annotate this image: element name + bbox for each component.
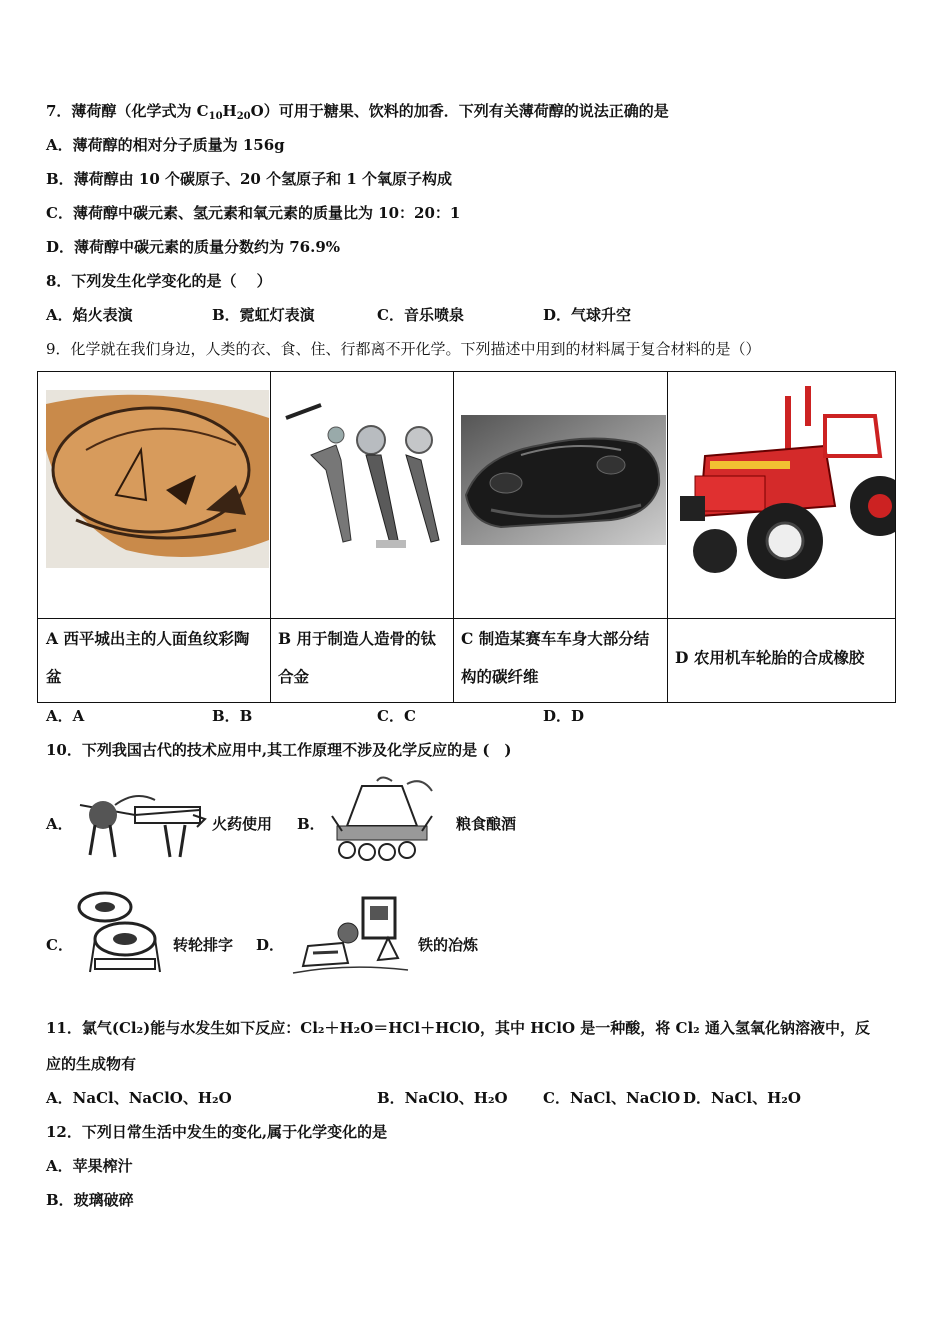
q10-stem: 10．下列我国古代的技术应用中,其工作原理不涉及化学反应的是 ( ) xyxy=(46,741,512,759)
q11-stem-line1: 11．氯气(Cl₂)能与水发生如下反应：Cl₂＋H₂O＝HCl＋HClO，其中 HClO 是一种酸，将 Cl₂ 通入氢氧化钠溶液中，反 xyxy=(46,1019,870,1037)
q12-option-b: B．玻璃破碎 xyxy=(46,1191,134,1209)
tractor-image xyxy=(675,376,895,586)
q11-option-d: D．NaCl、H₂O xyxy=(683,1089,801,1107)
q10-option-a-text: 火药使用 xyxy=(212,815,273,833)
q10-option-a-label: A． xyxy=(46,815,73,833)
q9-option-b: B．B xyxy=(212,707,253,725)
movable-type-image xyxy=(75,887,165,977)
q7-option-b: B．薄荷醇由 10 个碳原子、20 个氢原子和 1 个氧原子构成 xyxy=(46,170,452,188)
q11-option-c: C．NaCl、NaClO xyxy=(543,1089,681,1107)
q12-stem: 12．下列日常生活中发生的变化,属于化学变化的是 xyxy=(46,1123,388,1141)
q8-option-b: B．霓虹灯表演 xyxy=(212,306,315,324)
q10-option-c-label: C． xyxy=(46,936,73,954)
q7-option-a: A．薄荷醇的相对分子质量为 156g xyxy=(46,136,285,154)
iron-smelting-image xyxy=(288,888,413,978)
q8-option-d: D．气球升空 xyxy=(543,306,632,324)
q10-option-b-label: B． xyxy=(297,815,325,833)
q8-option-c: C．音乐喷泉 xyxy=(377,306,464,324)
q7-stem: 7．薄荷醇（化学式为 $C_{10}H_{20}O$）可用于糖果、饮料的加香．下列有关薄荷醇的说法正确的是 xyxy=(46,102,669,122)
q7-option-c: C．薄荷醇中碳元素、氢元素和氧元素的质量比为 10：20：1 xyxy=(46,204,461,222)
q10-option-c-text: 转轮排字 xyxy=(173,936,234,954)
q10-option-d-label: D． xyxy=(256,936,285,954)
q8-stem: 8．下列发生化学变化的是（ ） xyxy=(46,272,272,290)
q8-option-a: A．焰火表演 xyxy=(46,306,133,324)
q9-stem: 9．化学就在我们身边，人类的衣、食、住、行都离不开化学。下列描述中用到的材料属于复合材料的是（） xyxy=(46,340,761,358)
carbon-fiber-car-image xyxy=(461,415,666,545)
pottery-bowl-image xyxy=(46,390,269,568)
q9-option-d: D．D xyxy=(543,707,585,725)
q9-option-c: C．C xyxy=(377,707,416,725)
q11-stem-line2: 应的生成物有 xyxy=(46,1055,137,1073)
titanium-bone-image xyxy=(281,400,446,560)
q10-option-d-text: 铁的冶炼 xyxy=(418,936,479,954)
q9-caption-b: B 用于制造人造骨的钛合金 xyxy=(278,629,436,686)
q9-option-a: A．A xyxy=(46,707,85,725)
q7-option-d: D．薄荷醇中碳元素的质量分数约为 76.9% xyxy=(46,238,341,256)
q9-caption-d: D 农用机车轮胎的合成橡胶 xyxy=(675,648,865,667)
q10-option-b-text: 粮食酿酒 xyxy=(456,815,517,833)
q12-option-a: A．苹果榨汁 xyxy=(46,1157,133,1175)
q9-caption-a: A 西平城出主的人面鱼纹彩陶盆 xyxy=(46,629,250,686)
q9-caption-c: C 制造某赛车车身大部分结构的碳纤维 xyxy=(461,629,650,686)
gunpowder-image xyxy=(75,785,210,865)
q11-option-a: A．NaCl、NaClO、H₂O xyxy=(46,1089,232,1107)
q11-option-b: B．NaClO、H₂O xyxy=(377,1089,508,1107)
q9-materials-table xyxy=(37,371,896,703)
brewing-image xyxy=(322,776,442,866)
